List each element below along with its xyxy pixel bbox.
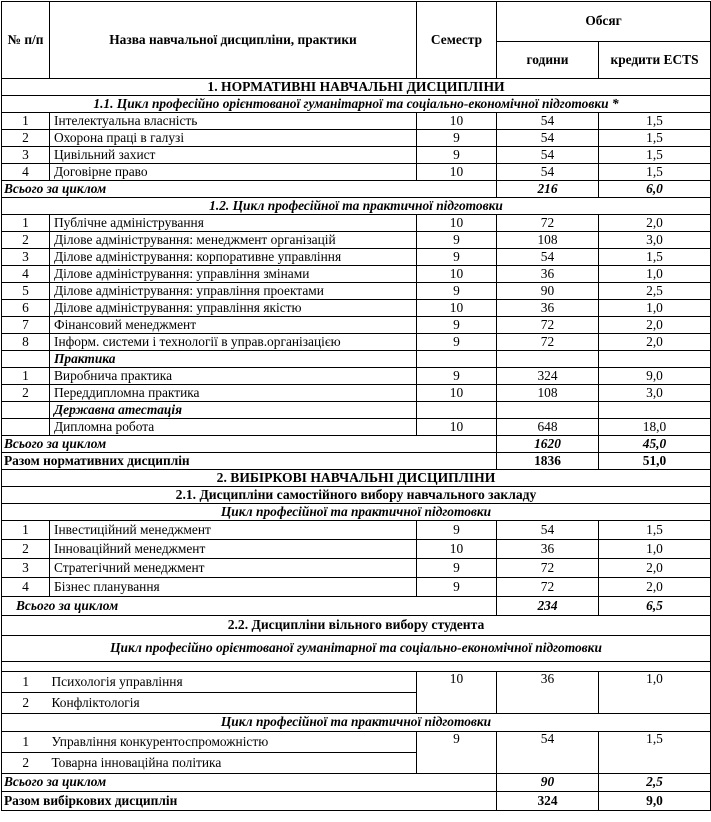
subsection-title: 1.1. Цикл професійно орієнтованої гуманітарної та соціально-економічної підготовки *: [2, 96, 711, 113]
row-num: 4: [2, 164, 50, 181]
row-name: Ділове адміністрування: корпоративне управління: [50, 249, 417, 266]
row-credits: 2,5: [599, 283, 711, 300]
row-semester: 9: [417, 334, 497, 351]
row-credits: 1,5: [599, 164, 711, 181]
row-semester: 10: [417, 113, 497, 130]
cycle-1-1-rows: [2, 113, 711, 181]
row-semester: 10: [417, 672, 497, 714]
header-num: № п/п: [2, 2, 50, 79]
row-semester: 10: [417, 540, 497, 559]
table-row: [2, 317, 711, 334]
table-row: [2, 164, 711, 181]
row-num: 2: [2, 753, 50, 774]
row-num: 1: [2, 368, 50, 385]
row-num: 7: [2, 317, 50, 334]
cycle-row: [2, 714, 711, 732]
row-semester: 10: [417, 215, 497, 232]
row-semester: 9: [417, 130, 497, 147]
row-credits: 2,0: [599, 317, 711, 334]
row-semester: 10: [417, 164, 497, 181]
row-semester: 9: [417, 368, 497, 385]
header-name: Назва навчальної дисципліни, практики: [50, 2, 417, 79]
row-hours: 36: [497, 266, 599, 283]
total-credits: 45,0: [599, 436, 711, 453]
table-row: [2, 113, 711, 130]
row-name: Ділове адміністрування: управління якістю: [50, 300, 417, 317]
row-name: Переддипломна практика: [50, 385, 417, 402]
row-name: Товарна інноваційна політика: [50, 753, 417, 774]
row-semester: 10: [417, 300, 497, 317]
total-row: [2, 181, 711, 198]
row-name: Стратегічний менеджмент: [50, 559, 417, 578]
row-name: Конфліктологія: [50, 693, 417, 714]
grand-total-label: Разом нормативних дисциплін: [2, 453, 497, 470]
row-hours: 324: [497, 368, 599, 385]
row-num: 1: [2, 732, 50, 753]
row-name: Публічне адміністрування: [50, 215, 417, 232]
row-semester: 9: [417, 147, 497, 164]
row-num: 2: [2, 130, 50, 147]
header-semester: Семестр: [417, 2, 497, 79]
cycle-2-1-rows: [2, 521, 711, 597]
row-semester: 10: [417, 266, 497, 283]
row-credits: 1,0: [599, 672, 711, 714]
total-hours: 90: [497, 774, 599, 792]
row-credits: 1,5: [599, 521, 711, 540]
grand-total-hours: 324: [497, 792, 599, 811]
section-title: 1. НОРМАТИВНІ НАВЧАЛЬНІ ДИСЦИПЛІНИ: [2, 79, 711, 96]
total-row: [2, 597, 711, 616]
row-semester: 9: [417, 317, 497, 334]
row-name: Бізнес планування: [50, 578, 417, 597]
row-num: 1: [2, 215, 50, 232]
cycle-title: Цикл професійної та практичної підготовки: [2, 504, 711, 521]
row-credits: 1,5: [599, 130, 711, 147]
row-credits: 1,5: [599, 249, 711, 266]
row-hours: 108: [497, 232, 599, 249]
total-credits: 2,5: [599, 774, 711, 792]
row-name: Інформ. системи і технології в управ.організацією: [50, 334, 417, 351]
header-volume: Обсяг: [497, 2, 711, 42]
row-credits: 18,0: [599, 419, 711, 436]
row-credits: 3,0: [599, 232, 711, 249]
row-hours: 54: [497, 147, 599, 164]
total-label: Всього за циклом: [2, 181, 497, 198]
row-num: 6: [2, 300, 50, 317]
row-credits: 2,0: [599, 559, 711, 578]
table-row: [2, 521, 711, 540]
row-semester: 10: [417, 385, 497, 402]
row-name: Ділове адміністрування: управління змінами: [50, 266, 417, 283]
section-row: [2, 470, 711, 487]
row-name: Цивільний захист: [50, 147, 417, 164]
row-credits: 9,0: [599, 368, 711, 385]
row-hours: 36: [497, 540, 599, 559]
row-hours: 36: [497, 672, 599, 714]
row-num: 2: [2, 385, 50, 402]
row-num: 3: [2, 559, 50, 578]
table-row: [2, 559, 711, 578]
row-num: [2, 419, 50, 436]
row-name: Дипломна робота: [50, 419, 417, 436]
table-row: [2, 419, 711, 436]
row-name: Інвестиційний менеджмент: [50, 521, 417, 540]
total-hours: 1620: [497, 436, 599, 453]
row-name: Виробнича практика: [50, 368, 417, 385]
subsection-row: [2, 198, 711, 215]
cycle-1-2-rows: [2, 215, 711, 351]
grand-total-row: [2, 792, 711, 811]
row-credits: 2,0: [599, 334, 711, 351]
subsection-row: [2, 487, 711, 504]
row-credits: 1,5: [599, 732, 711, 774]
table-row: [2, 540, 711, 559]
subsection-title: 1.2. Цикл професійної та практичної підготовки: [2, 198, 711, 215]
row-hours: 72: [497, 317, 599, 334]
grand-total-credits: 51,0: [599, 453, 711, 470]
row-name: Ділове адміністрування: управління проектами: [50, 283, 417, 300]
subsection-row: [2, 96, 711, 113]
row-credits: 2,0: [599, 215, 711, 232]
row-hours: 36: [497, 300, 599, 317]
row-name: Інтелектуальна власність: [50, 113, 417, 130]
table-row: [2, 368, 711, 385]
table-row: [2, 578, 711, 597]
table-row: [2, 672, 711, 693]
row-hours: 54: [497, 521, 599, 540]
table-row: [2, 334, 711, 351]
row-num: 1: [2, 521, 50, 540]
row-hours: 72: [497, 559, 599, 578]
row-hours: 108: [497, 385, 599, 402]
row-semester: 9: [417, 249, 497, 266]
row-credits: 1,5: [599, 147, 711, 164]
row-name: Управління конкурентоспроможністю: [50, 732, 417, 753]
header-credits: кредити ECTS: [599, 42, 711, 79]
total-row: [2, 774, 711, 792]
header-hours: години: [497, 42, 599, 79]
row-num: 1: [2, 672, 50, 693]
row-credits: 2,0: [599, 578, 711, 597]
row-hours: 72: [497, 215, 599, 232]
row-hours: 54: [497, 130, 599, 147]
row-semester: 9: [417, 521, 497, 540]
table-row: [2, 732, 711, 753]
row-credits: 3,0: [599, 385, 711, 402]
row-num: 2: [2, 540, 50, 559]
table-row: [2, 249, 711, 266]
row-credits: 1,0: [599, 540, 711, 559]
row-semester: 9: [417, 559, 497, 578]
row-hours: 72: [497, 334, 599, 351]
total-credits: 6,0: [599, 181, 711, 198]
row-num: 1: [2, 113, 50, 130]
row-semester: 9: [417, 283, 497, 300]
curriculum-document: [1, 1, 710, 821]
practice-label-row: [2, 351, 711, 368]
row-credits: 1,5: [599, 113, 711, 130]
total-label: Всього за циклом: [2, 436, 497, 453]
row-semester: 10: [417, 419, 497, 436]
row-name: Інноваційний менеджмент: [50, 540, 417, 559]
row-hours: 54: [497, 113, 599, 130]
row-semester: 9: [417, 732, 497, 774]
row-num: 2: [2, 232, 50, 249]
cycle-row: [2, 504, 711, 521]
attestation-label-row: [2, 402, 711, 419]
row-name: Фінансовий менеджмент: [50, 317, 417, 334]
row-hours: 54: [497, 249, 599, 266]
row-name: Ділове адміністрування: менеджмент організацій: [50, 232, 417, 249]
section-title: 2. ВИБІРКОВІ НАВЧАЛЬНІ ДИСЦИПЛІНИ: [2, 470, 711, 487]
row-credits: 1,0: [599, 300, 711, 317]
row-num: 2: [2, 693, 50, 714]
row-num: 3: [2, 249, 50, 266]
row-num: 8: [2, 334, 50, 351]
total-hours: 234: [497, 597, 599, 616]
row-num: 4: [2, 578, 50, 597]
cycle-title: Цикл професійної та практичної підготовки: [2, 714, 711, 732]
row-credits: 1,0: [599, 266, 711, 283]
attestation-label: Державна атестація: [50, 402, 417, 419]
total-label: Всього за циклом: [2, 597, 497, 616]
row-hours: 648: [497, 419, 599, 436]
subsection-title: 2.1. Дисципліни самостійного вибору навчального закладу: [2, 487, 711, 504]
table-row: [2, 300, 711, 317]
cycle-row: [2, 636, 711, 662]
grand-total-label: Разом вибіркових дисциплін: [2, 792, 497, 811]
row-hours: 72: [497, 578, 599, 597]
table-row: [2, 147, 711, 164]
table-row: [2, 232, 711, 249]
row-hours: 90: [497, 283, 599, 300]
total-row: [2, 436, 711, 453]
subsection-title: 2.2. Дисципліни вільного вибору студента: [2, 616, 711, 636]
row-name: Договірне право: [50, 164, 417, 181]
total-hours: 216: [497, 181, 599, 198]
table-row: [2, 130, 711, 147]
cycle-title: Цикл професійно орієнтованої гуманітарної та соціально-економічної підготовки: [2, 636, 711, 662]
grand-total-row: [2, 453, 711, 470]
subsection-row: [2, 616, 711, 636]
row-name: Психологія управління: [50, 672, 417, 693]
header-row-1: [2, 2, 711, 42]
row-num: 5: [2, 283, 50, 300]
grand-total-hours: 1836: [497, 453, 599, 470]
row-hours: 54: [497, 164, 599, 181]
table-row: [2, 266, 711, 283]
table-row: [2, 385, 711, 402]
total-credits: 6,5: [599, 597, 711, 616]
row-num: 4: [2, 266, 50, 283]
section-row: [2, 79, 711, 96]
table-row: [2, 215, 711, 232]
curriculum-table: [1, 1, 711, 811]
practice-rows: [2, 368, 711, 402]
total-label: Всього за циклом: [2, 774, 497, 792]
table-row: [2, 283, 711, 300]
row-num: 3: [2, 147, 50, 164]
row-hours: 54: [497, 732, 599, 774]
row-semester: 9: [417, 232, 497, 249]
row-semester: 9: [417, 578, 497, 597]
grand-total-credits: 9,0: [599, 792, 711, 811]
practice-label: Практика: [50, 351, 417, 368]
row-name: Охорона праці в галузі: [50, 130, 417, 147]
